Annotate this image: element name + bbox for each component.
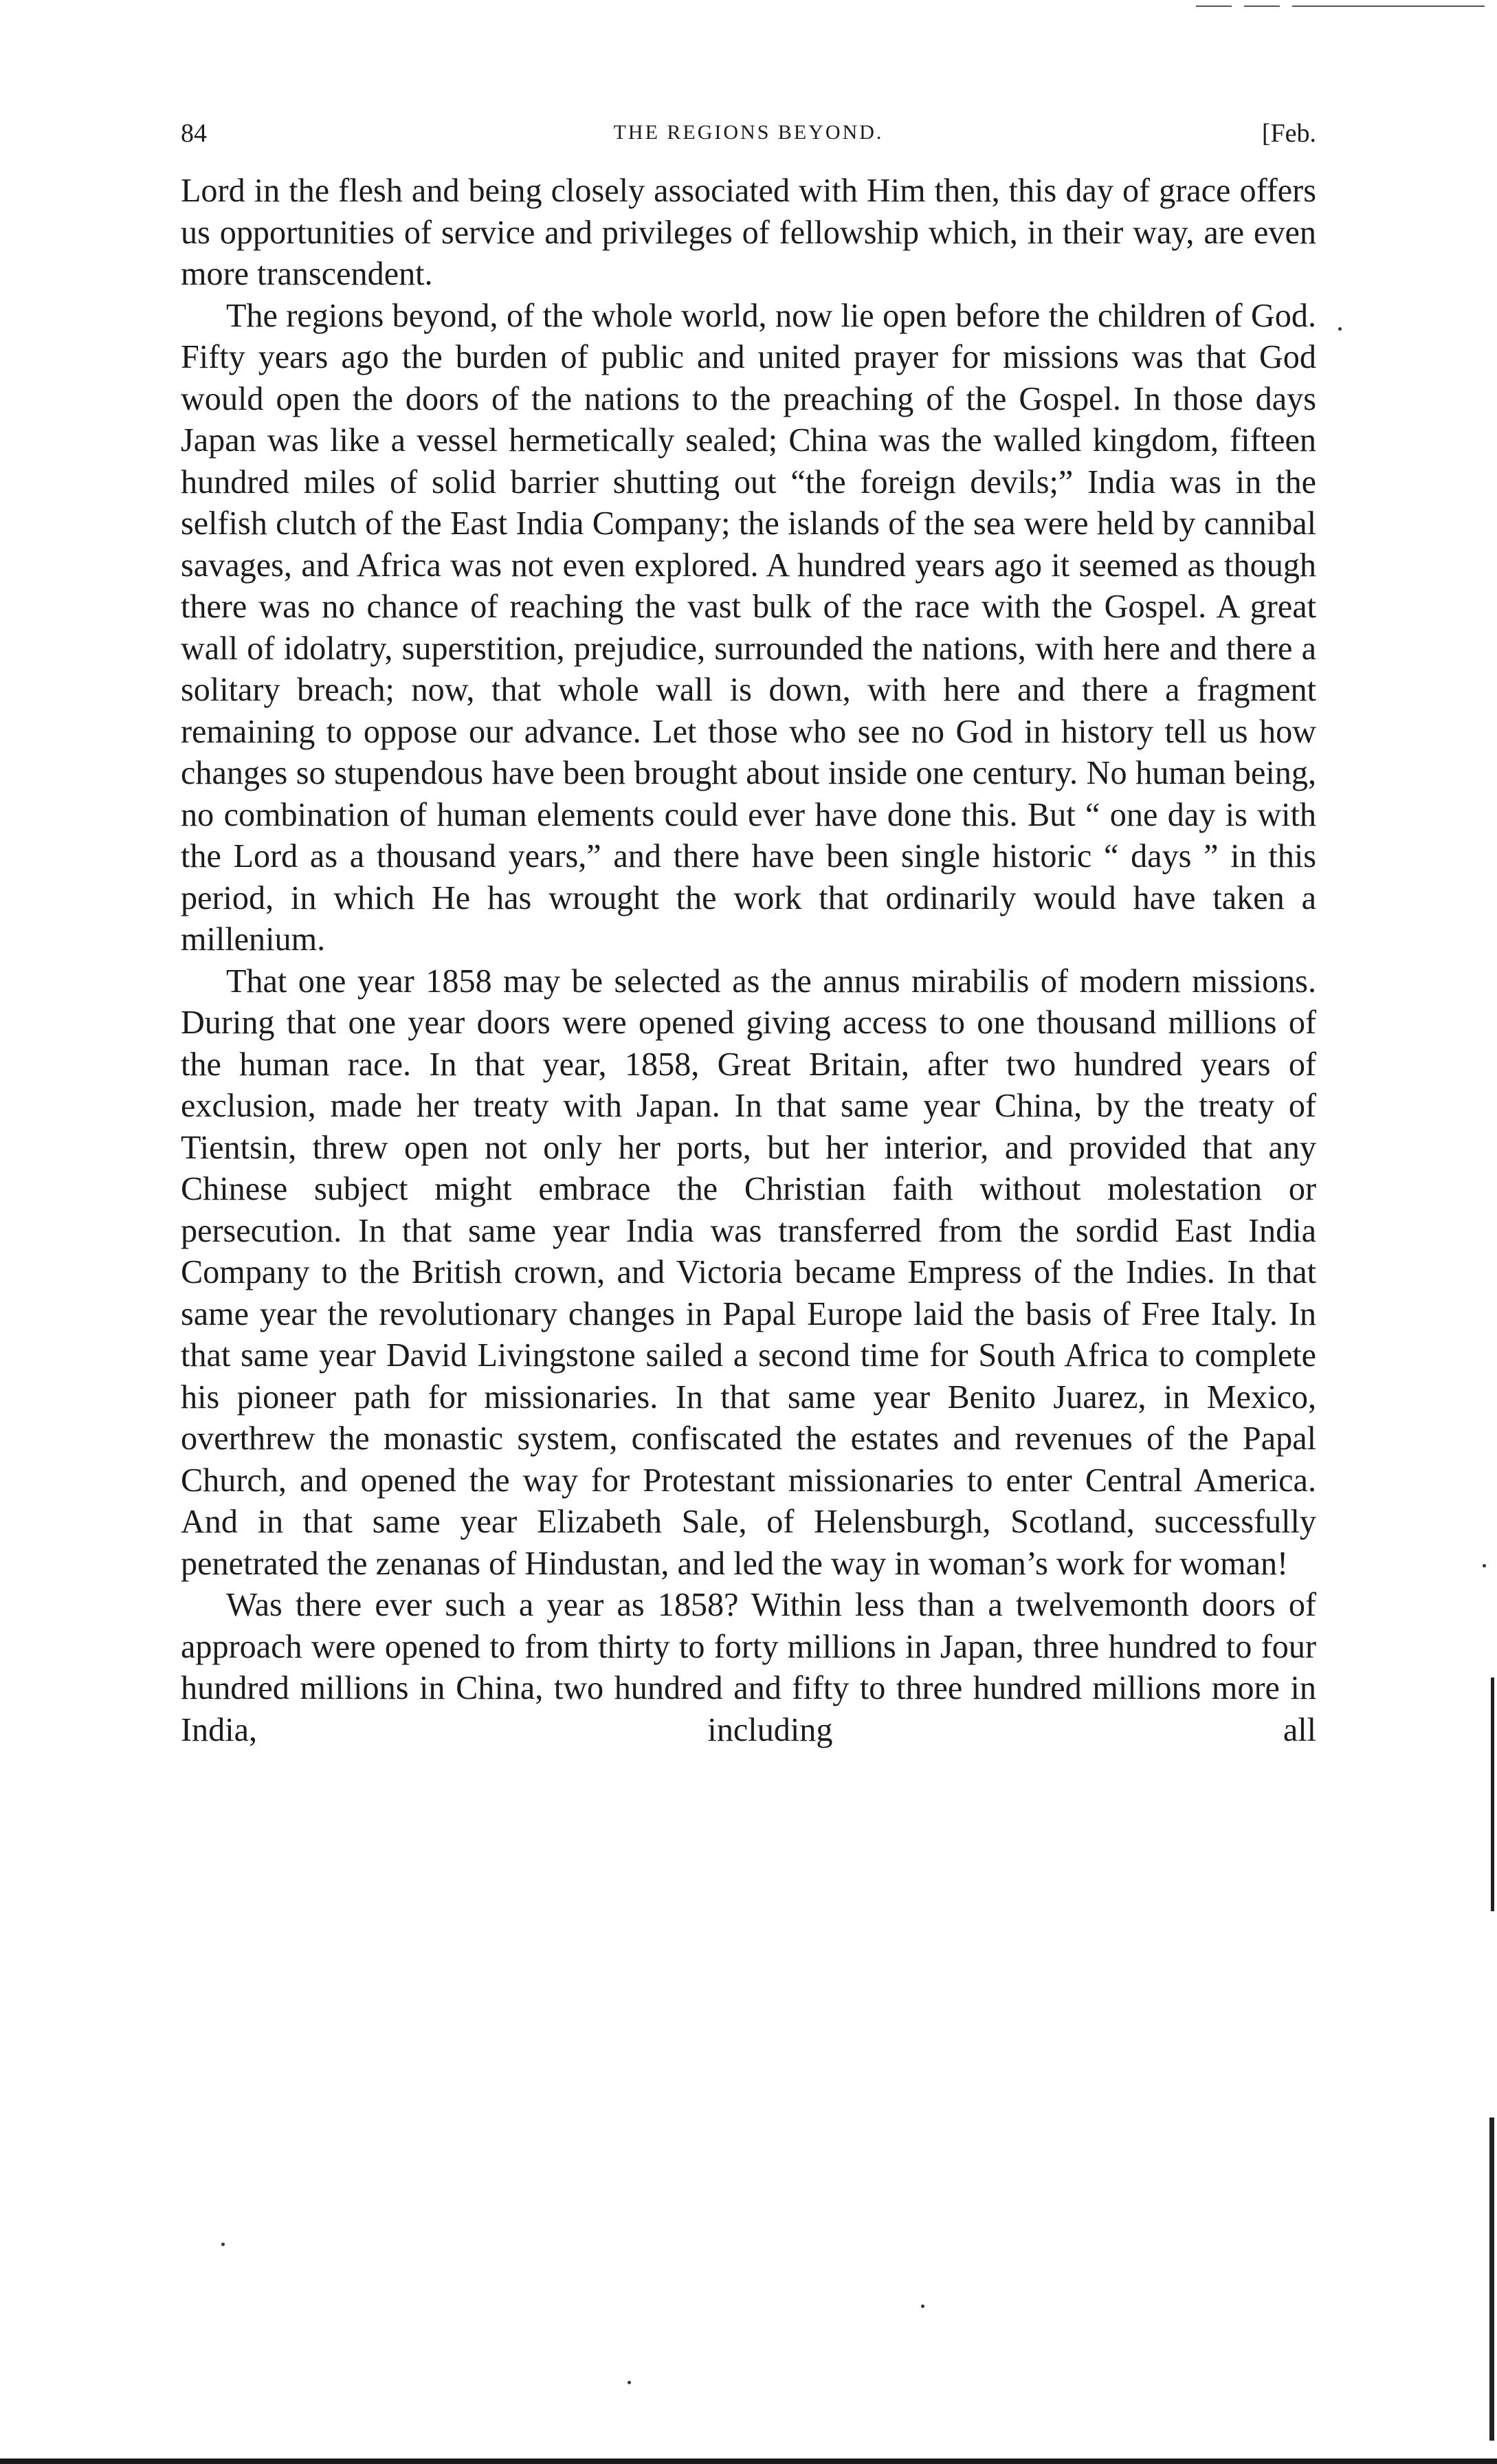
scan-bottom-edge bbox=[0, 2458, 1497, 2464]
paragraph: The regions beyond, of the whole world, now lie open before the children of God. Fifty years ago the burden of public and united prayer for missions was that God would open the doors of the nations to the preaching of the Gospel. In those days Japan was like a vessel hermetically sealed; China was the walled kingdom, fifteen hundred miles of solid barrier shutting out “the foreign devils;” India was in the selfish clutch of the East India Company; the islands of the sea were held by cannibal savages, and Africa was not even explored. A hundred years ago it seemed as though there was no chance of reaching the vast bulk of the race with the Gospel. A great wall of idolatry, superstition, prejudice, surrounded the nations, with here and there a solitary breach; now, that whole wall is down, with here and there a fragment remaining to oppose our advance. Let those who see no God in history tell us how changes so stupendous have been brought about inside one century. No human being, no combination of human elements could ever have done this. But “ one day is with the Lord as a thousand years,” and there have been single historic “ days ” in this period, in which He has wrought the work that ordinarily would have taken a millenium. bbox=[181, 297, 1316, 958]
issue-month: [Feb. bbox=[1261, 119, 1316, 148]
body-text bbox=[181, 170, 1316, 1751]
running-header bbox=[181, 110, 1316, 158]
top-edge-rule bbox=[1244, 6, 1280, 7]
paragraph: Lord in the flesh and being closely associated with Him then, this day of grace offers us opportunities of service and privileges of fellowship which, in their way, are even more transcendent. bbox=[181, 173, 1316, 292]
scan-edge-mark bbox=[1491, 1678, 1494, 1911]
paragraph: That one year 1858 may be selected as the annus mirabilis of modern missions. During that one year doors were opened giving access to one thousand millions of the human race. In that year, 1858, Great Britain, after two hundred years of exclusion, made her treaty with Japan. In that same year China, by the treaty of Tientsin, threw open not only her ports, but her interior, and provided that any Chinese subject might embrace the Christian faith without molestation or persecution. In that same year India was transferred from the sordid East India Company to the British crown, and Victoria became Empress of the Indies. In that same year the revolutionary changes in Papal Europe laid the basis of Free Italy. In that same year David Livingstone sailed a second time for South Africa to complete his pioneer path for missionaries. In that same year Benito Juarez, in Mexico, overthrew the monastic system, confiscated the estates and revenues of the Papal Church, and opened the way for Protestant missionaries to enter Central America. And in that same year Elizabeth Sale, of Helensburgh, Scotland, successfully penetrated the zenanas of Hindustan, and led the way in woman’s work for woman! bbox=[181, 962, 1316, 1582]
scan-speck bbox=[921, 2304, 924, 2308]
scan-speck bbox=[221, 2243, 225, 2246]
scan-edge-mark bbox=[1489, 2118, 1494, 2441]
scan-speck bbox=[1483, 1564, 1486, 1568]
paragraph: Was there ever such a year as 1858? Within less than a twelvemonth doors of approach were opened to from thirty to forty millions in Japan, three hundred to four hundred millions in China, two hundred and fifty to three hundred millions more in India, including all bbox=[181, 1587, 1316, 1748]
scan-speck bbox=[1338, 327, 1342, 331]
page-number: 84 bbox=[181, 119, 207, 148]
running-title: THE REGIONS BEYOND. bbox=[613, 121, 884, 144]
top-edge-rule bbox=[1292, 6, 1485, 7]
book-page bbox=[181, 110, 1316, 1751]
scan-speck bbox=[628, 2381, 631, 2384]
top-edge-rule bbox=[1196, 6, 1232, 7]
